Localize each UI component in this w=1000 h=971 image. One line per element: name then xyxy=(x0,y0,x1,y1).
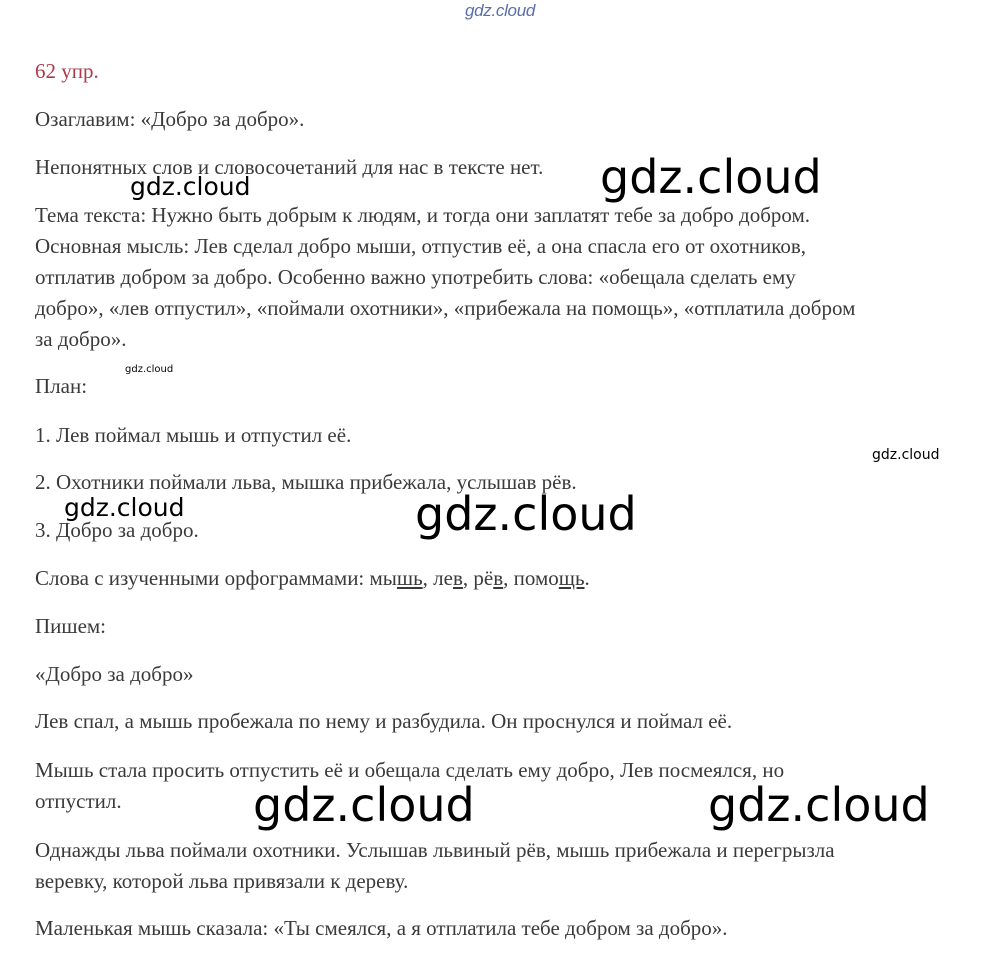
story-title: «Добро за добро» xyxy=(35,662,194,686)
story-paragraph-2-line-1: Мышь стала просить отпустить её и обещала сделать ему добро, Лев посмеялся, но xyxy=(35,758,785,782)
site-header xyxy=(0,0,1000,22)
story-paragraph-3-line-1: Однажды льва поймали охотники. Услышав львиный рёв, мышь прибежала и перегрызла xyxy=(35,838,835,862)
watermark-tiny: gdz.cloud xyxy=(125,364,174,375)
watermark-large: gdz.cloud xyxy=(415,487,637,541)
main-idea-line-1: Основная мысль: Лев сделал добро мыши, отпустив её, а она спасла его от охотников, xyxy=(35,234,807,258)
story-paragraph-1: Лев спал, а мышь пробежала по нему и разбудила. Он проснулся и поймал её. xyxy=(35,709,733,733)
watermark-large: gdz.cloud xyxy=(600,150,822,204)
plan-heading: План: xyxy=(35,374,88,398)
main-idea-line-3: добро», «лев отпустил», «поймали охотники», «прибежала на помощь», «отплатила добром xyxy=(35,296,856,320)
plan-item-3: 3. Добро за добро. xyxy=(35,518,199,542)
story-paragraph-3-line-2: веревку, которой льва привязали к дереву. xyxy=(35,869,409,893)
watermark-large: gdz.cloud xyxy=(708,778,930,832)
site-label[interactable]: gdz.cloud xyxy=(464,1,536,20)
watermark-large: gdz.cloud xyxy=(253,778,475,832)
plan-item-1: 1. Лев поймал мышь и отпустил её. xyxy=(35,423,352,447)
exercise-number: 62 упр. xyxy=(35,59,99,83)
main-idea-line-2: отплатив добром за добро. Особенно важно употребить слова: «обещала сделать ему xyxy=(35,265,796,289)
unknown-words-line: Непонятных слов и словосочетаний для нас в тексте нет. xyxy=(35,155,544,179)
spelling-prefix: Слова с изученными орфограммами: xyxy=(35,566,370,590)
write-heading: Пишем: xyxy=(35,614,107,638)
story-paragraph-4: Маленькая мышь сказала: «Ты смеялся, а я отплатила тебе добром за добро». xyxy=(35,916,728,940)
spelling-line xyxy=(35,566,590,590)
story-paragraph-2-line-2: отпустил. xyxy=(35,789,122,813)
title-line: Озаглавим: «Добро за добро». xyxy=(35,107,305,131)
spelling-word: мышь, xyxy=(369,566,434,590)
watermark-small: gdz.cloud xyxy=(872,447,940,463)
watermark-medium: gdz.cloud xyxy=(130,172,251,201)
main-idea-line-4: за добро». xyxy=(35,327,127,351)
plan-item-2: 2. Охотники поймали льва, мышка прибежала, услышав рёв. xyxy=(35,470,577,494)
watermark-medium: gdz.cloud xyxy=(64,493,185,522)
spelling-word: рёв, xyxy=(473,566,514,590)
spelling-word: лев, xyxy=(433,566,474,590)
theme-line: Тема текста: Нужно быть добрым к людям, и тогда они заплатят тебе за добро добром. xyxy=(35,203,811,227)
spelling-word: помощь. xyxy=(513,566,590,590)
